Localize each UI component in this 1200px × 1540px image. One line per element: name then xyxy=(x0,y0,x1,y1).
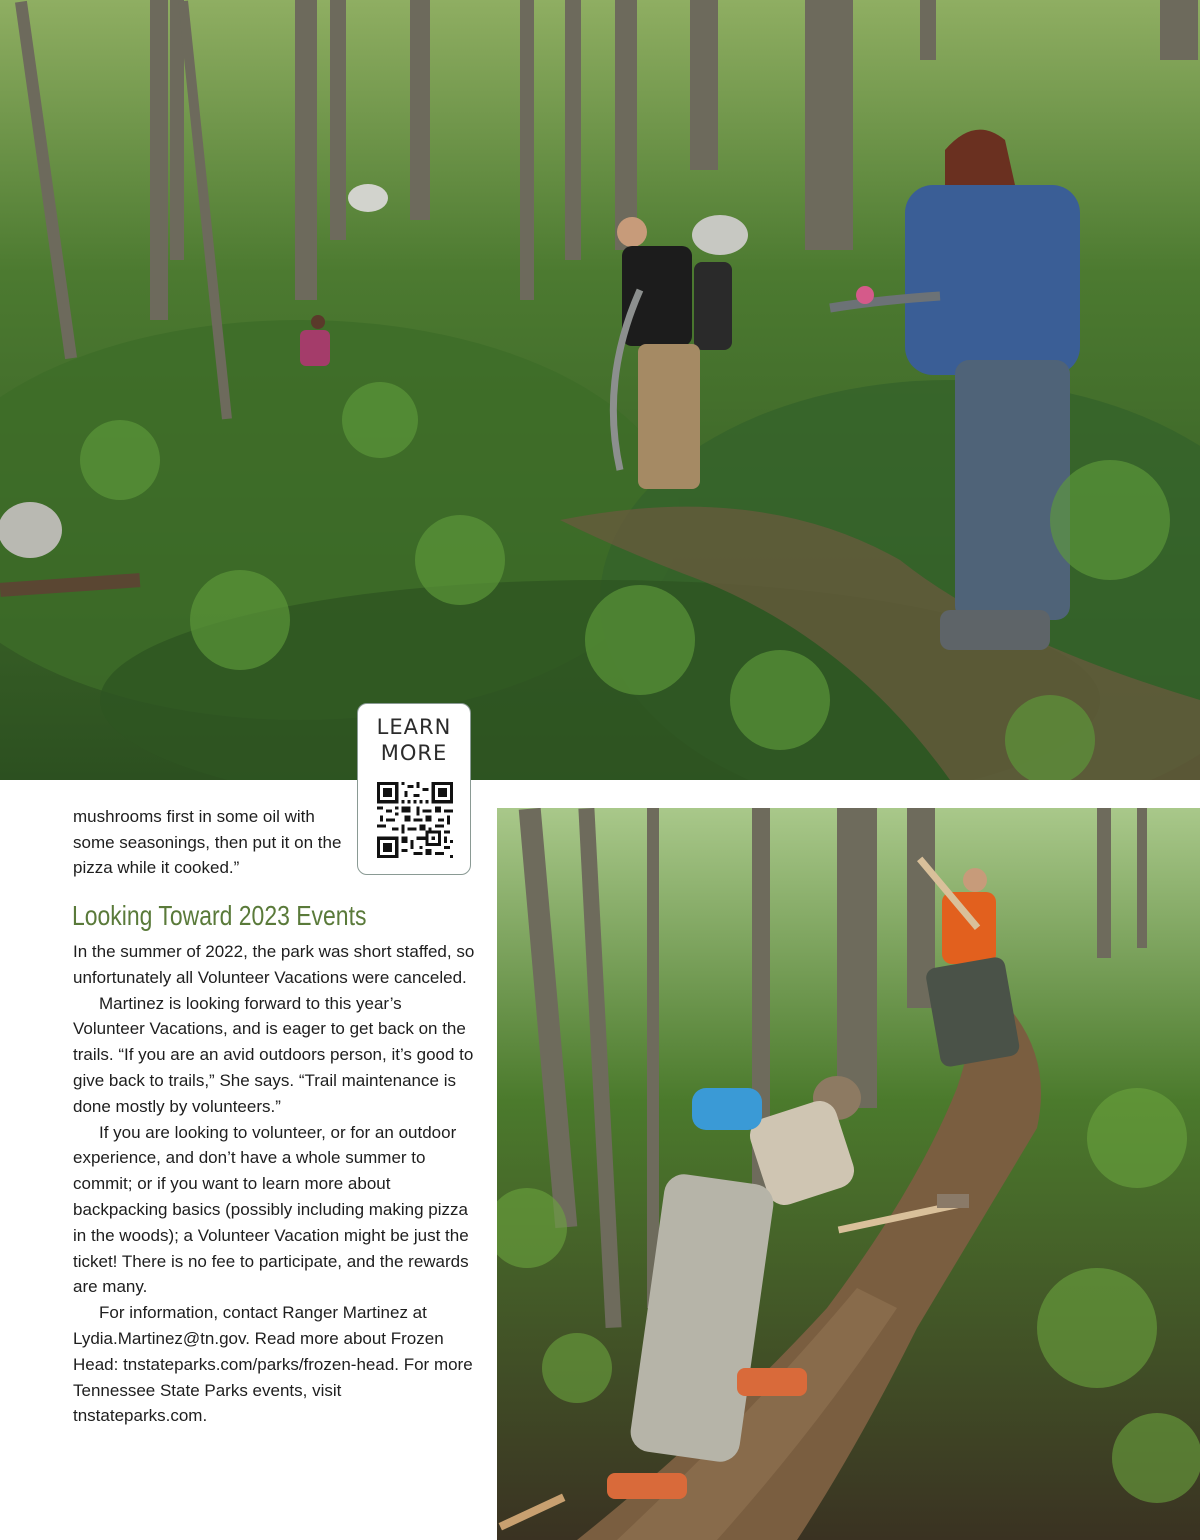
article-paragraph: If you are looking to volunteer, or for an outdoor experience, and don’t have a whole summer to commit; or if you want to learn more about backpacking basics (possibly including making pizza in the woods); a Volunteer Vacation might be just the ticket! There is no fee to participate, and the rewards are many. xyxy=(73,1122,469,1297)
article-paragraph: Martinez is looking forward to this year’s Volunteer Vacations, and is eager to get back on the trails. “If you are an avid outdoors person, it’s good to give back to trails,” She says. “Trail maintenance is done mostly by volunteers.” xyxy=(73,993,474,1116)
qr-code-icon[interactable] xyxy=(377,782,453,858)
article-body xyxy=(73,939,477,1429)
section-heading: Looking Toward 2023 Events xyxy=(72,900,367,931)
article-paragraph: In the summer of 2022, the park was short staffed, so unfortunately all Volunteer Vacations were canceled. xyxy=(73,942,475,987)
article-intro-continuation: mushrooms first in some oil with some seasonings, then put it on the pizza while it cooked.” xyxy=(73,807,342,877)
learn-more-label-line2: MORE xyxy=(380,741,448,765)
article-paragraph: For information, contact Ranger Martinez at Lydia.Martinez@tn.gov. Read more about Frozen Head: tnstateparks.com/parks/frozen-head. For more Tennessee State Parks events, visit tnstateparks.com. xyxy=(73,1303,473,1426)
learn-more-label-line1: LEARN xyxy=(376,715,452,739)
bottom-photo-trail-work xyxy=(497,808,1200,1540)
learn-more-qr-card[interactable] xyxy=(357,703,471,875)
